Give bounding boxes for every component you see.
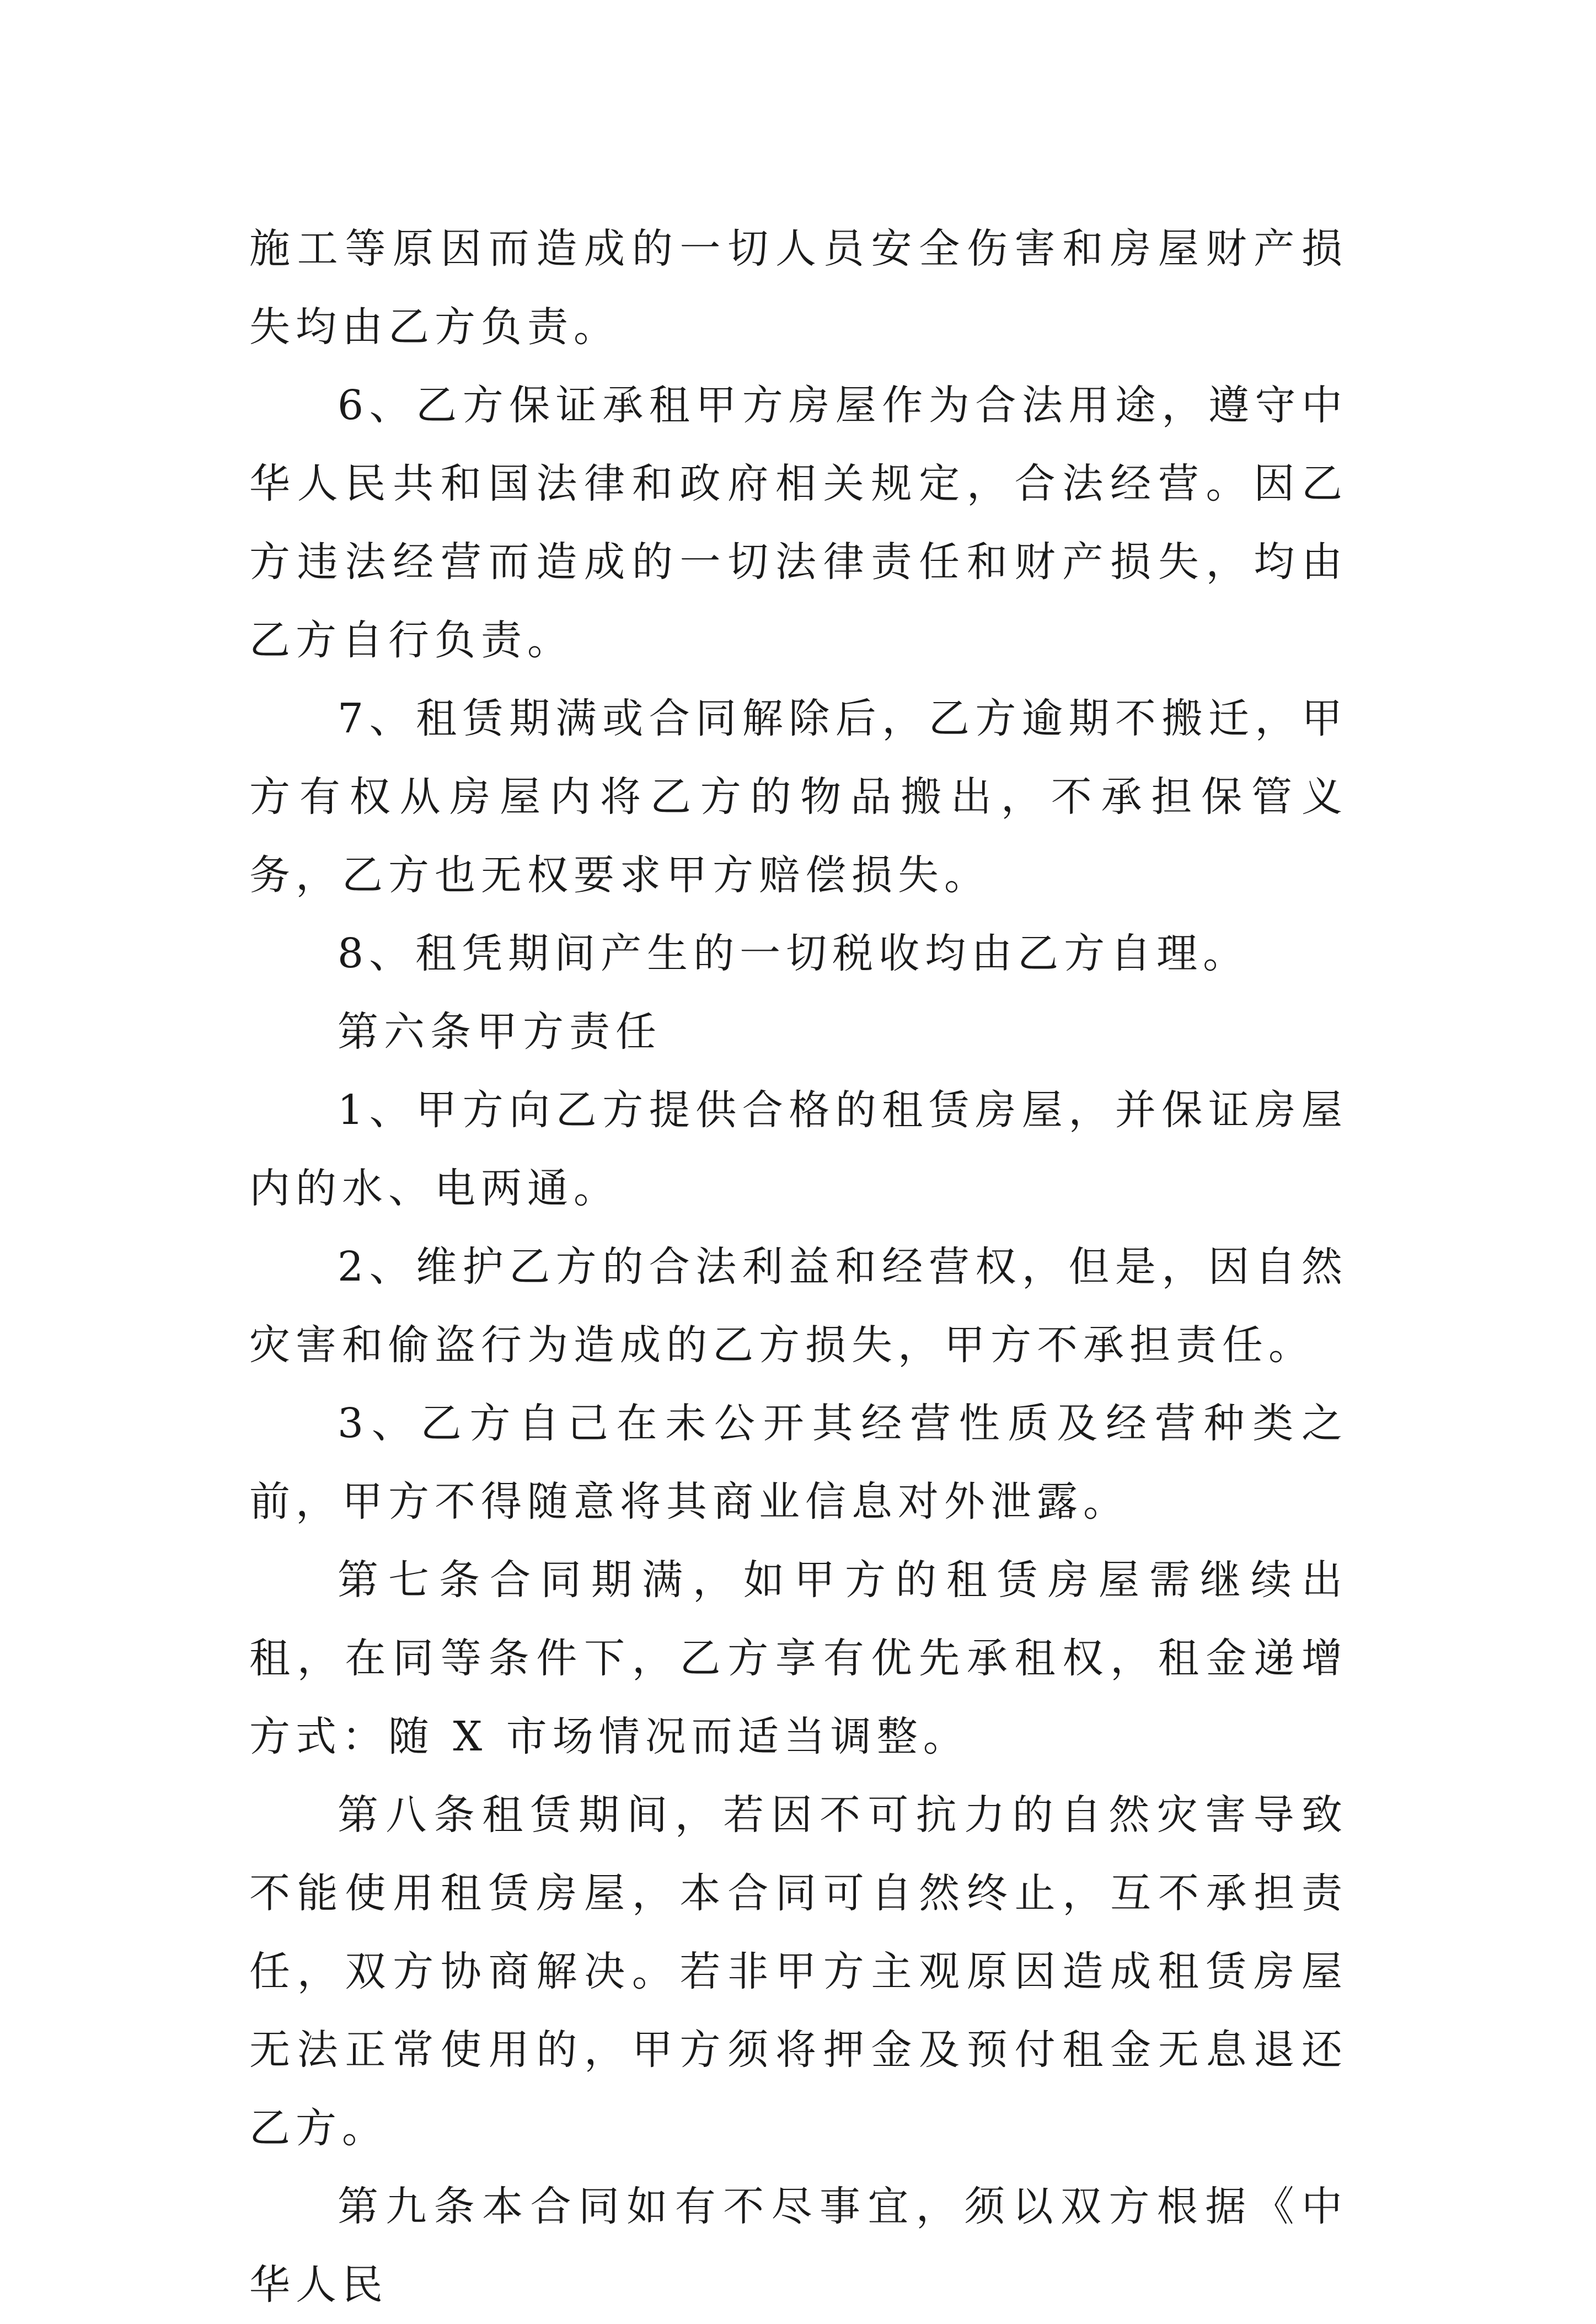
paragraph-continuation: 施工等原因而造成的一切人员安全伤害和房屋财产损失均由乙方负责。 — [249, 225, 1348, 351]
paragraph-article-8: 第八条租赁期间，若因不可抗力的自然灾害导致不能使用租赁房屋，本合同可自然终止，互不承担责任，双方协商解决。若非甲方主观原因造成租赁房屋无法正常使用的，甲方须将押金及预付租金无息退还乙方。 — [249, 1791, 1348, 2152]
paragraph-clause-8: 8、租凭期间产生的一切税收均由乙方自理。 — [338, 930, 1250, 977]
paragraph-article-7: 第七条合同期满，如甲方的租赁房屋需继续出租，在同等条件下，乙方享有优先承租权，租金递增方式：随 X 市场情况而适当调整。 — [249, 1556, 1348, 1760]
document-body — [249, 210, 1348, 2324]
paragraph-article-6-item-3: 3、乙方自己在未公开其经营性质及经营种类之前，甲方不得随意将其商业信息对外泄露。 — [249, 1400, 1348, 1525]
paragraph-article-6-item-1: 1、甲方向乙方提供合格的租赁房屋，并保证房屋内的水、电两通。 — [249, 1086, 1348, 1212]
paragraph-article-6-item-2: 2、维护乙方的合法利益和经营权，但是，因自然灾害和偷盗行为造成的乙方损失，甲方不承担责任。 — [249, 1243, 1348, 1369]
paragraph-clause-7: 7、租赁期满或合同解除后，乙方逾期不搬迁，甲方有权从房屋内将乙方的物品搬出，不承担保管义务，乙方也无权要求甲方赔偿损失。 — [249, 695, 1348, 899]
paragraph-article-9: 第九条本合同如有不尽事宜，须以双方根据《中华人民 — [249, 2183, 1348, 2309]
paragraph-clause-6: 6、乙方保证承租甲方房屋作为合法用途，遵守中华人民共和国法律和政府相关规定，合法经营。因乙方违法经营而造成的一切法律责任和财产损失，均由乙方自行负责。 — [249, 382, 1348, 664]
section-heading-article-6: 第六条甲方责任 — [338, 1008, 662, 1056]
